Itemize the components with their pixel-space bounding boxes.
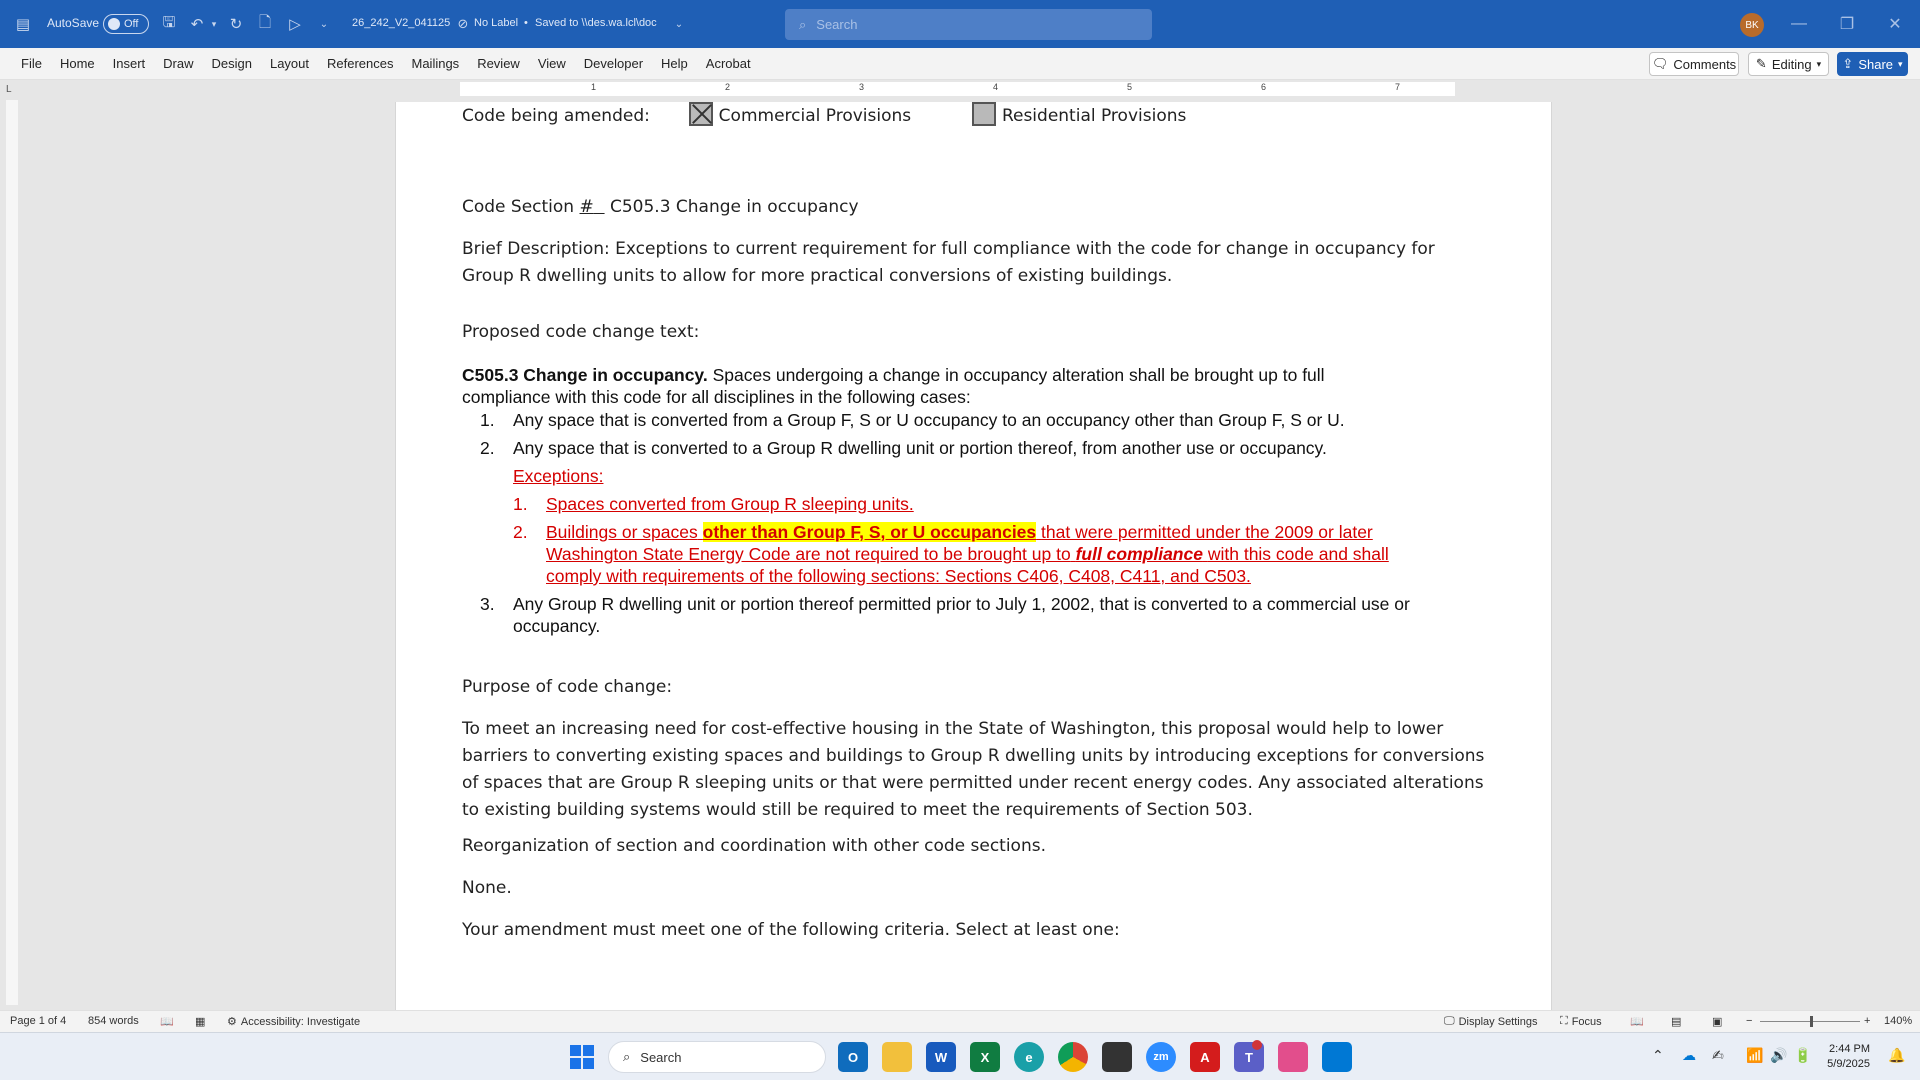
purpose-line: of spaces that are Group R sleeping units or that were permitted under recent energy codes. Any associated alterations [462, 773, 1484, 793]
list-item-text: Any space that is converted from a Group F, S or U occupancy to an occupancy other than Group F, S or U. [513, 410, 1345, 430]
zoom-level[interactable]: 140% [1884, 1015, 1913, 1027]
code-section-blank [594, 197, 605, 217]
ruler-number: 7 [1395, 82, 1401, 92]
residential-checkbox[interactable] [972, 102, 996, 126]
title-bar [0, 0, 1920, 48]
wifi-icon[interactable]: 📶 [1746, 1047, 1764, 1063]
tab-developer[interactable]: Developer [583, 56, 644, 71]
save-icon[interactable]: 🖫 [162, 13, 176, 31]
share-button[interactable] [1837, 52, 1908, 76]
clock[interactable] [1808, 1042, 1870, 1072]
tab-acrobat[interactable]: Acrobat [705, 56, 751, 71]
list-item [462, 437, 1327, 459]
autosave-toggle[interactable] [103, 14, 149, 34]
tab-help[interactable]: Help [661, 56, 688, 71]
zoom-app-icon[interactable]: zm [1146, 1042, 1176, 1072]
exception-item [513, 493, 914, 515]
focus-label: Focus [1571, 1015, 1602, 1028]
purpose-line: to existing building systems would still be required to meet the requirements of Section 503. [462, 800, 1253, 820]
pen-icon[interactable]: ✍ [1712, 1047, 1724, 1063]
close-icon[interactable]: ✕ [1888, 16, 1902, 33]
zoom-in-button[interactable]: + [1864, 1015, 1871, 1027]
excel-icon[interactable]: X [970, 1042, 1000, 1072]
ruler-number: 3 [859, 82, 865, 92]
snipping-tool-icon[interactable] [1278, 1042, 1308, 1072]
exception-number: 1. [513, 494, 528, 514]
display-icon: 🖵 [1444, 1015, 1455, 1027]
list-item-text: occupancy. [513, 616, 601, 636]
ruler-number: 5 [1127, 82, 1133, 92]
comments-button[interactable] [1649, 52, 1739, 76]
c505-paragraph [462, 364, 1325, 408]
exception-item [513, 521, 1389, 587]
read-mode-icon[interactable]: 📖 [1630, 1016, 1644, 1028]
terminal-icon[interactable] [1102, 1042, 1132, 1072]
brief-desc-line: Group R dwelling units to allow for more practical conversions of existing buildings. [462, 266, 1173, 286]
search-icon: ⌕ [799, 16, 807, 32]
code-amended-row [462, 102, 1186, 130]
purpose-text [462, 716, 1484, 824]
word-icon[interactable]: W [926, 1042, 956, 1072]
commercial-label: Commercial Provisions [718, 106, 912, 126]
restore-icon[interactable]: ❐ [1839, 16, 1855, 33]
list-item [462, 409, 1345, 431]
list-item-text: Any Group R dwelling unit or portion thereof permitted prior to July 1, 2002, that is converted to a commercial use or [513, 594, 1410, 614]
tab-home[interactable]: Home [59, 56, 95, 71]
list-item-text: Any space that is converted to a Group R dwelling unit or portion thereof, from another use or occupancy. [513, 438, 1327, 458]
redo-icon[interactable]: ↻ [229, 16, 243, 33]
italic-text: full compliance [1075, 544, 1203, 564]
commercial-checkbox[interactable] [689, 102, 713, 126]
battery-icon[interactable]: 🔋 [1794, 1047, 1812, 1063]
chevron-down-icon: ▾ [1816, 58, 1822, 69]
file-explorer-icon[interactable] [882, 1042, 912, 1072]
accessibility-icon: ⚙ [227, 1016, 237, 1028]
edge-icon[interactable]: e [1014, 1042, 1044, 1072]
autosave-state: Off [124, 18, 139, 30]
residential-label: Residential Provisions [1001, 106, 1187, 126]
tab-view[interactable]: View [537, 56, 566, 71]
purpose-line: barriers to converting existing spaces and buildings to Group R dwelling units by introducing exceptions for conversions [462, 746, 1485, 766]
document-page[interactable] [395, 102, 1552, 1010]
list-item [462, 593, 1410, 637]
read-aloud-icon[interactable]: ▷ [289, 16, 301, 33]
title-separator: • [524, 17, 528, 29]
chevron-up-icon[interactable]: ⌃ [1652, 1047, 1664, 1063]
new-document-icon[interactable]: 🗋 [258, 13, 272, 31]
start-button[interactable] [570, 1045, 594, 1069]
teams-icon[interactable]: T [1234, 1042, 1264, 1072]
sensitivity-label[interactable]: No Label [474, 17, 519, 29]
sensitivity-label-icon[interactable]: ⊘ [457, 16, 469, 31]
status-bar [0, 1010, 1920, 1032]
exception-number: 2. [513, 522, 528, 542]
avatar[interactable]: BK [1740, 13, 1764, 37]
code-section-label: Code Section [462, 197, 575, 217]
undo-dropdown-icon[interactable]: ▾ [211, 18, 217, 29]
c505-text: compliance with this code for all disciplines in the following cases: [462, 387, 971, 407]
share-icon: ⇪ [1842, 56, 1854, 71]
brief-description [462, 236, 1435, 290]
code-amended-label: Code being amended: [462, 106, 650, 126]
tab-mailings[interactable]: Mailings [411, 56, 460, 71]
document-filename[interactable]: 26_242_V2_041125 [352, 17, 451, 29]
proposed-label: Proposed code change text: [462, 322, 700, 342]
code-section-hash: # [579, 197, 594, 217]
search-icon: ⌕ [623, 1049, 631, 1064]
macro-icon[interactable]: ▦ [195, 1016, 206, 1028]
code-section-row [462, 194, 859, 221]
exceptions-label: Exceptions: [513, 466, 604, 486]
volume-icon[interactable]: 🔊 [1770, 1047, 1788, 1063]
exception-text-part: comply with requirements of the following sections: Sections C406, C408, C411, and C503. [546, 566, 1251, 586]
c505-text: Spaces undergoing a change in occupancy alteration shall be brought up to full [712, 365, 1325, 385]
tab-design[interactable]: Design [211, 56, 252, 71]
proofing-icon[interactable]: 📖 [160, 1016, 174, 1028]
toggle-knob [108, 18, 120, 30]
none-text: None. [462, 878, 512, 898]
accessibility-label: Accessibility: Investigate [240, 1015, 361, 1028]
onedrive-icon[interactable]: ☁ [1682, 1047, 1696, 1063]
chrome-icon[interactable] [1058, 1042, 1088, 1072]
share-label: Share [1858, 56, 1894, 72]
taskbar-search[interactable] [608, 1041, 826, 1073]
notification-badge [1252, 1040, 1262, 1050]
tab-file[interactable]: File [21, 56, 42, 71]
exception-text [546, 521, 1389, 587]
tab-draw[interactable]: Draw [163, 56, 194, 71]
comments-label: Comments [1673, 56, 1737, 72]
criteria-text: Your amendment must meet one of the following criteria. Select at least one: [462, 920, 1120, 940]
chevron-down-icon: ▾ [1898, 58, 1903, 69]
search-placeholder: Search [816, 17, 858, 32]
tab-layout[interactable]: Layout [269, 56, 310, 71]
c505-title: C505.3 Change in occupancy. [462, 365, 708, 385]
purpose-label: Purpose of code change: [462, 677, 673, 697]
brief-desc-line: Brief Description: Exceptions to current requirement for full compliance with the code for change in occupancy for [462, 239, 1435, 259]
exception-text-part: Washington State Energy Code are not required to be brought up to [546, 544, 1071, 564]
ruler-number: 2 [725, 82, 731, 92]
reorganization-text: Reorganization of section and coordination with other code sections. [462, 836, 1046, 856]
focus-button[interactable] [1560, 1015, 1602, 1028]
taskbar-search-label: Search [640, 1049, 682, 1065]
display-settings-label: Display Settings [1458, 1015, 1538, 1028]
editing-mode-button[interactable] [1748, 52, 1829, 76]
taskbar [0, 1032, 1920, 1080]
list-number: 2. [480, 438, 495, 458]
focus-icon: ⛶ [1560, 1015, 1568, 1027]
vertical-ruler[interactable] [6, 100, 18, 1005]
purpose-line: To meet an increasing need for cost-effective housing in the State of Washington, this proposal would help to lower [462, 719, 1444, 739]
ruler-number: 1 [591, 82, 597, 92]
word-count[interactable]: 854 words [88, 1015, 139, 1027]
acrobat-icon[interactable]: A [1190, 1042, 1220, 1072]
search-input[interactable] [785, 9, 1152, 40]
list-number: 3. [480, 594, 495, 614]
minimize-icon[interactable]: — [1791, 15, 1807, 32]
list-number: 1. [480, 410, 495, 430]
tab-references[interactable]: References [327, 56, 394, 71]
print-layout-icon[interactable]: ▤ [1671, 1016, 1682, 1028]
exception-text-part: Buildings or spaces [546, 522, 698, 542]
editing-label: Editing [1771, 56, 1812, 72]
pencil-icon: ✎ [1755, 56, 1767, 71]
display-settings-button[interactable] [1444, 1015, 1537, 1028]
highlighted-text: other than Group F, S, or U occupancies [702, 522, 1037, 542]
undo-icon[interactable]: ↶ [190, 16, 204, 33]
outlook-icon[interactable]: O [838, 1042, 868, 1072]
zoom-out-button[interactable]: − [1746, 1015, 1753, 1027]
comment-icon: 🗨 [1651, 56, 1669, 71]
code-section-value: C505.3 Change in occupancy [609, 197, 859, 217]
accessibility-button[interactable] [227, 1015, 360, 1028]
autosave-label: AutoSave [47, 16, 100, 30]
save-status[interactable]: Saved to \\des.wa.lcl\doc [535, 17, 657, 29]
page-count[interactable]: Page 1 of 4 [10, 1015, 67, 1027]
zoom-slider-handle[interactable] [1810, 1016, 1813, 1027]
save-status-chevron-icon[interactable]: ⌄ [674, 18, 684, 30]
word-app-icon[interactable]: ▤ [15, 16, 31, 33]
ribbon-tabs [0, 48, 1920, 80]
tab-stop-selector[interactable]: L [6, 84, 12, 95]
customize-toolbar-icon[interactable]: ⌄ [319, 18, 329, 30]
horizontal-ruler[interactable] [390, 82, 1525, 96]
document-canvas[interactable] [20, 96, 1920, 1010]
tab-insert[interactable]: Insert [112, 56, 146, 71]
app-window-icon[interactable] [1322, 1042, 1352, 1072]
exception-text-part: with this code and shall [1207, 544, 1389, 564]
clock-time: 2:44 PM [1829, 1043, 1870, 1055]
exception-text-part: that were permitted under the 2009 or later [1041, 522, 1373, 542]
notifications-icon[interactable]: 🔔 [1888, 1047, 1906, 1063]
clock-date: 5/9/2025 [1827, 1058, 1870, 1070]
ruler-number: 6 [1261, 82, 1267, 92]
exception-text: Spaces converted from Group R sleeping units. [546, 494, 914, 514]
ruler-number: 4 [993, 82, 999, 92]
ruler-text-area [460, 82, 1455, 96]
web-layout-icon[interactable]: ▣ [1712, 1016, 1723, 1028]
tab-review[interactable]: Review [477, 56, 520, 71]
